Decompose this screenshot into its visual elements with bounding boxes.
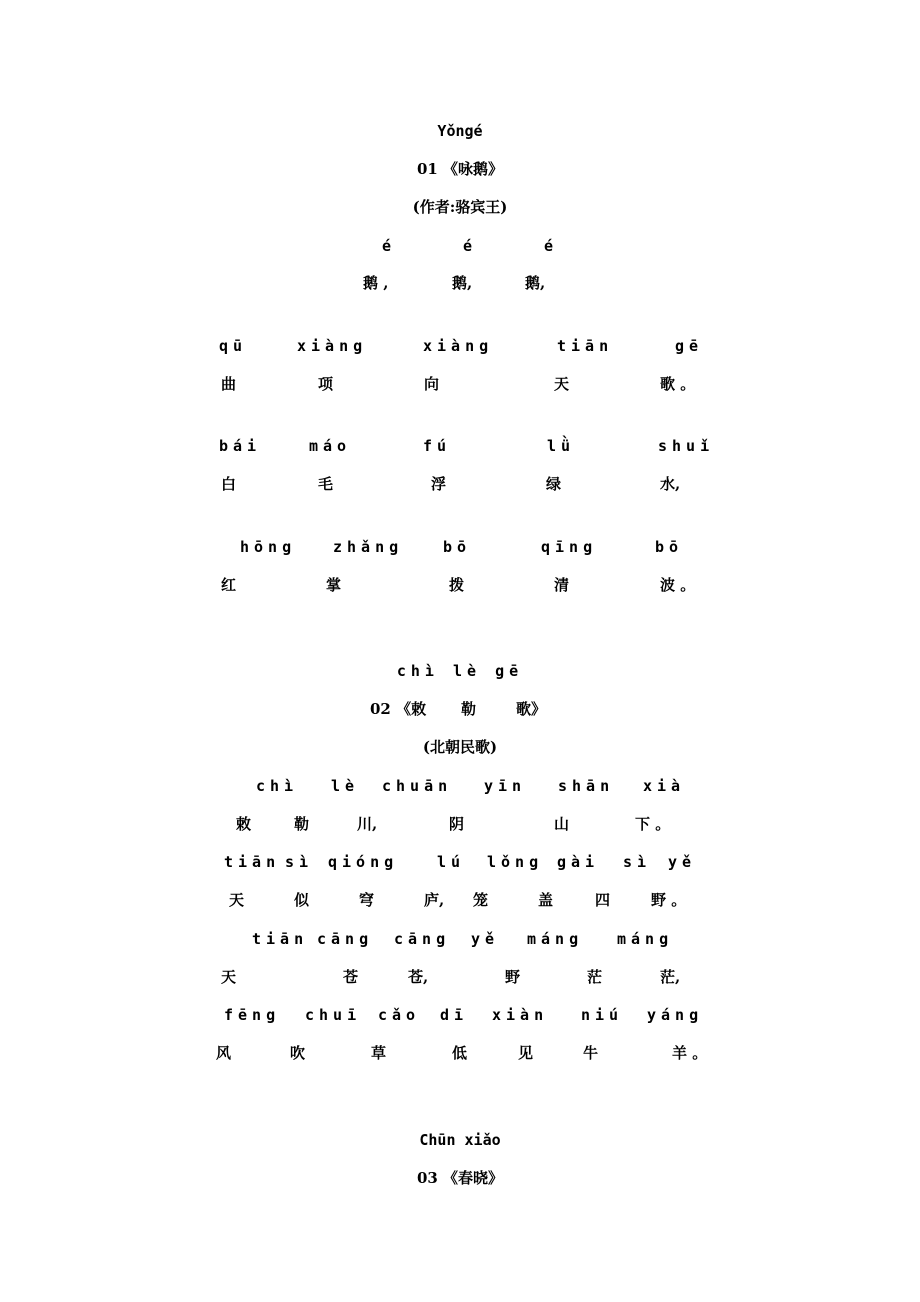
poem1-line3-pinyin bbox=[0, 436, 920, 456]
hanzi-char: 牛 bbox=[583, 1044, 599, 1062]
poem1-line4-pinyin bbox=[0, 537, 920, 557]
hanzi-char: 浮 bbox=[431, 475, 447, 493]
pinyin-syllable: yīn bbox=[484, 777, 527, 795]
hanzi-char: 天 bbox=[229, 891, 245, 909]
poem1-author: (作者:骆宾王) bbox=[412, 198, 508, 216]
pinyin-syllable: gē bbox=[675, 337, 704, 355]
poem1-line2-pinyin bbox=[0, 336, 920, 356]
pinyin-syllable: fēng bbox=[224, 1006, 281, 1024]
poem2-line2-pinyin bbox=[0, 852, 920, 872]
pinyin-syllable: bō bbox=[443, 538, 472, 556]
hanzi-char: 阴 bbox=[449, 815, 465, 833]
hanzi-char: 向 bbox=[424, 375, 440, 393]
poem2-line4-pinyin bbox=[0, 1005, 920, 1025]
hanzi-char: 野 。 bbox=[651, 891, 687, 909]
pinyin-syllable: yě bbox=[668, 853, 697, 871]
hanzi-char: 似 bbox=[294, 891, 310, 909]
pinyin-syllable: lǒng bbox=[487, 853, 544, 871]
poem2-title-mid: 勒 bbox=[461, 700, 477, 718]
pinyin-syllable: xià bbox=[643, 777, 686, 795]
poem1-line3-hanzi bbox=[0, 474, 920, 494]
pinyin-syllable: lú bbox=[437, 853, 466, 871]
poem2-line2-hanzi bbox=[0, 890, 920, 910]
poem2-line1-hanzi bbox=[0, 814, 920, 834]
pinyin-syllable: niú bbox=[581, 1006, 624, 1024]
hanzi-char: 茫, bbox=[660, 968, 681, 986]
poem1-title: 01 《咏鹅》 bbox=[416, 160, 504, 178]
pinyin-syllable: yáng bbox=[647, 1006, 704, 1024]
hanzi-char: 清 bbox=[554, 576, 570, 594]
pinyin-syllable: cāng bbox=[394, 930, 451, 948]
pinyin-syllable: é bbox=[463, 237, 473, 255]
pinyin-syllable: tiān bbox=[557, 337, 614, 355]
hanzi-char: 毛 bbox=[318, 475, 334, 493]
poem2-title-end: 歌》 bbox=[516, 700, 547, 718]
pinyin-syllable: qióng bbox=[328, 853, 399, 871]
pinyin-syllable: é bbox=[382, 237, 392, 255]
pinyin-syllable: máng bbox=[617, 930, 674, 948]
poem1-line2-hanzi bbox=[0, 374, 920, 394]
pinyin-syllable: hōng bbox=[240, 538, 297, 556]
hanzi-char: 茫 bbox=[587, 968, 603, 986]
hanzi-char: 天 bbox=[221, 968, 237, 986]
poem2-line3-pinyin bbox=[0, 929, 920, 949]
poem1-line1-pinyin bbox=[0, 236, 920, 256]
hanzi-char: 曲 bbox=[221, 375, 237, 393]
poem2-title-pinyin: chì lè gē bbox=[396, 662, 524, 680]
pinyin-syllable: tiān bbox=[252, 930, 309, 948]
poem1-line1-hanzi bbox=[0, 273, 920, 293]
poem3-title-pinyin: Chūn xiǎo bbox=[419, 1131, 501, 1149]
hanzi-char: 草 bbox=[371, 1044, 387, 1062]
hanzi-char: 勒 bbox=[294, 815, 310, 833]
pinyin-syllable: shuǐ bbox=[658, 437, 715, 455]
hanzi-char: 山 bbox=[554, 815, 570, 833]
poem2-line1-pinyin bbox=[0, 776, 920, 796]
hanzi-char: 红 bbox=[221, 576, 237, 594]
hanzi-char: 见 bbox=[518, 1044, 534, 1062]
hanzi-char: 盖 bbox=[538, 891, 554, 909]
pinyin-syllable: é bbox=[544, 237, 554, 255]
hanzi-char: 野 bbox=[505, 968, 521, 986]
poem3-title: 03 《春晓》 bbox=[416, 1169, 504, 1187]
pinyin-syllable: qīng bbox=[541, 538, 598, 556]
hanzi-char: 鹅, bbox=[525, 274, 546, 292]
hanzi-char: 吹 bbox=[290, 1044, 306, 1062]
hanzi-char: 羊 。 bbox=[672, 1044, 708, 1062]
pinyin-syllable: fú bbox=[423, 437, 452, 455]
hanzi-char: 四 bbox=[595, 891, 611, 909]
hanzi-char: 歌 。 bbox=[660, 375, 696, 393]
pinyin-syllable: máo bbox=[309, 437, 352, 455]
hanzi-char: 苍, bbox=[408, 968, 429, 986]
pinyin-syllable: dī bbox=[440, 1006, 469, 1024]
poem2-line4-hanzi bbox=[0, 1043, 920, 1063]
pinyin-syllable: sì bbox=[623, 853, 652, 871]
poem2-author: (北朝民歌) bbox=[422, 738, 498, 756]
hanzi-char: 鹅, bbox=[452, 274, 473, 292]
pinyin-syllable: bō bbox=[655, 538, 684, 556]
hanzi-char: 白 bbox=[221, 475, 237, 493]
hanzi-char: 庐, bbox=[424, 891, 445, 909]
pinyin-syllable: bái bbox=[219, 437, 262, 455]
hanzi-char: 笼 bbox=[473, 891, 489, 909]
pinyin-syllable: yě bbox=[471, 930, 500, 948]
poem1-title-pinyin: Yǒngé bbox=[437, 122, 483, 140]
hanzi-char: 水, bbox=[660, 475, 681, 493]
hanzi-char: 鹅 , bbox=[363, 274, 389, 292]
hanzi-char: 绿 bbox=[546, 475, 562, 493]
hanzi-char: 天 bbox=[554, 375, 570, 393]
poem2-title bbox=[0, 699, 920, 719]
poem2-title-prefix: 02 《敕 bbox=[370, 700, 427, 718]
poem1-line4-hanzi bbox=[0, 575, 920, 595]
hanzi-char: 拨 bbox=[449, 576, 465, 594]
pinyin-syllable: shān bbox=[558, 777, 615, 795]
hanzi-char: 穹 bbox=[359, 891, 375, 909]
pinyin-syllable: chuī bbox=[305, 1006, 362, 1024]
pinyin-syllable: xiàng bbox=[423, 337, 494, 355]
hanzi-char: 敕 bbox=[236, 815, 252, 833]
pinyin-syllable: gài bbox=[557, 853, 600, 871]
pinyin-syllable: qū bbox=[219, 337, 248, 355]
pinyin-syllable: tiān bbox=[224, 853, 281, 871]
pinyin-syllable: cǎo bbox=[378, 1006, 421, 1024]
pinyin-syllable: xiàng bbox=[297, 337, 368, 355]
hanzi-char: 低 bbox=[452, 1044, 468, 1062]
pinyin-syllable: chì bbox=[256, 777, 299, 795]
hanzi-char: 波 。 bbox=[660, 576, 696, 594]
pinyin-syllable: zhǎng bbox=[333, 538, 404, 556]
hanzi-char: 掌 bbox=[326, 576, 342, 594]
pinyin-syllable: lǜ bbox=[547, 437, 576, 455]
hanzi-char: 苍 bbox=[343, 968, 359, 986]
hanzi-char: 风 bbox=[216, 1044, 232, 1062]
pinyin-syllable: xiàn bbox=[492, 1006, 549, 1024]
hanzi-char: 川, bbox=[357, 815, 378, 833]
pinyin-syllable: chuān bbox=[382, 777, 453, 795]
pinyin-syllable: cāng bbox=[317, 930, 374, 948]
hanzi-char: 下 。 bbox=[635, 815, 671, 833]
hanzi-char: 项 bbox=[318, 375, 334, 393]
pinyin-syllable: sì bbox=[285, 853, 314, 871]
poem2-line3-hanzi bbox=[0, 967, 920, 987]
pinyin-syllable: lè bbox=[331, 777, 360, 795]
pinyin-syllable: máng bbox=[527, 930, 584, 948]
